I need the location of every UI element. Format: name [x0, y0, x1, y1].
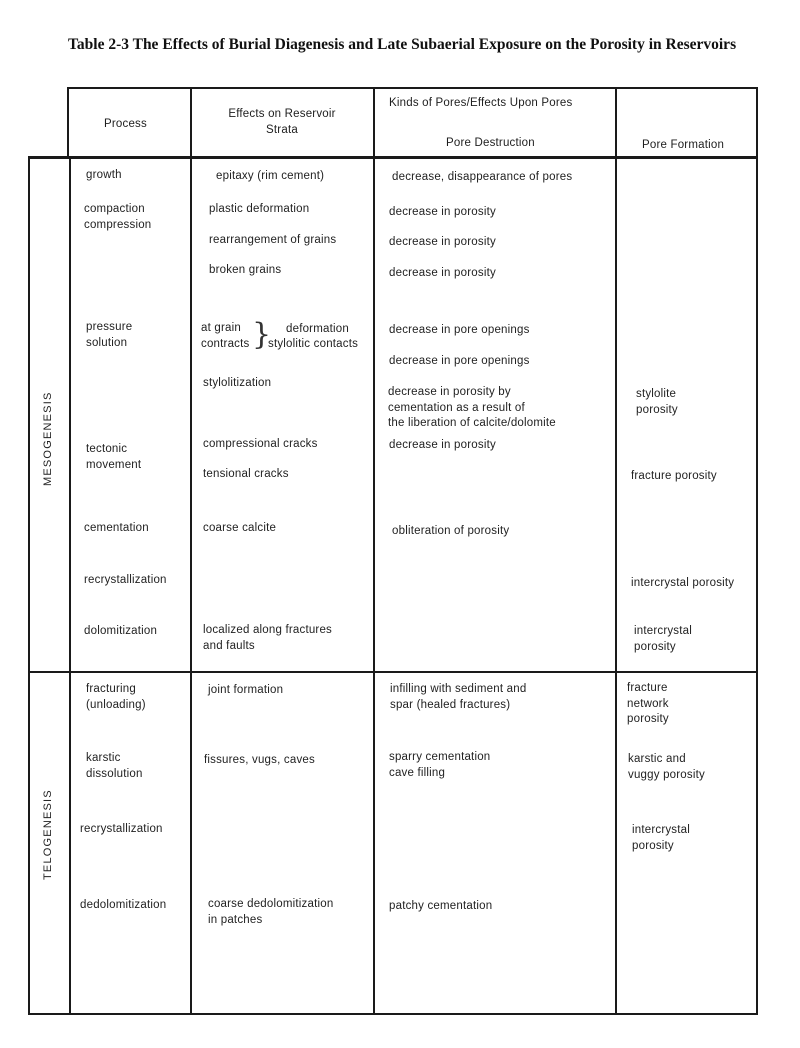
cell-destruction-stylolitization: decrease in porosity by cementation as a result of the liberation of calcite/dolomite	[388, 386, 556, 429]
cell-formation-tectonic-2: fracture porosity	[631, 470, 717, 482]
cell-effect-fracturing: joint formation	[208, 684, 284, 696]
stage-label-mesogenesis: MESOGENESIS	[42, 391, 54, 486]
header-formation: Pore Formation	[642, 139, 725, 151]
stage-label-telogenesis: TELOGENESIS	[42, 789, 54, 880]
cell-effect-pressure-right-2: stylolitic contacts	[268, 338, 359, 350]
header-underline	[28, 156, 758, 158]
cell-effect-pressure-left: at grain contracts	[201, 322, 250, 350]
cell-process-recrystallization-meso: recrystallization	[84, 574, 167, 586]
cell-process-dolomitization: dolomitization	[84, 625, 158, 637]
cell-process-compaction: compaction compression	[84, 203, 152, 231]
cell-process-cementation: cementation	[84, 522, 149, 534]
col-divider-effects	[373, 87, 375, 1015]
cell-effect-karstic: fissures, vugs, caves	[204, 754, 315, 766]
cell-effect-growth: epitaxy (rim cement)	[216, 170, 325, 182]
cell-process-growth: growth	[86, 169, 122, 181]
header-destruction: Pore Destruction	[446, 137, 535, 149]
cell-formation-dolomitization: intercrystal porosity	[634, 625, 692, 653]
cell-process-dedolomitization: dedolomitization	[80, 899, 167, 911]
cell-destruction-cementation: obliteration of porosity	[392, 525, 510, 537]
cell-formation-recrystallization-telo: intercrystal porosity	[632, 824, 690, 852]
cell-effect-dolomitization: localized along fractures and faults	[203, 624, 333, 652]
col-divider-process	[190, 87, 192, 1015]
header-process: Process	[104, 118, 147, 130]
cell-formation-stylolite: stylolite porosity	[636, 388, 678, 416]
cell-destruction-fracturing: infilling with sediment and spar (healed fractures)	[390, 683, 527, 711]
cell-effect-stylolitization: stylolitization	[203, 377, 272, 389]
cell-destruction-pressure-2: decrease in pore openings	[389, 355, 530, 367]
cell-effect-compaction-2: rearrangement of grains	[209, 234, 337, 246]
header-kinds: Kinds of Pores/Effects Upon Pores	[389, 97, 573, 109]
cell-process-tectonic: tectonic movement	[86, 443, 142, 471]
cell-process-karstic: karstic dissolution	[86, 752, 143, 780]
cell-destruction-growth: decrease, disappearance of pores	[392, 171, 573, 183]
cell-destruction-compaction-3: decrease in porosity	[389, 267, 496, 279]
cell-process-fracturing: fracturing (unloading)	[86, 683, 146, 711]
cell-effect-dedolomitization: coarse dedolomitization in patches	[208, 898, 334, 926]
header-effects: Effects on Reservoir Strata	[228, 108, 336, 136]
cell-destruction-karstic: sparry cementation cave filling	[389, 751, 491, 779]
cell-destruction-dedolomitization: patchy cementation	[389, 900, 493, 912]
cell-effect-compaction-1: plastic deformation	[209, 203, 310, 215]
cell-formation-fracturing: fracture network porosity	[627, 682, 669, 725]
cell-formation-karstic: karstic and vuggy porosity	[628, 753, 705, 781]
cell-effect-tectonic-2: tensional cracks	[203, 468, 289, 480]
col-divider-stage	[69, 157, 71, 1015]
brace-symbol: }	[252, 317, 272, 352]
table-title: Table 2-3 The Effects of Burial Diagenesis and Late Subaerial Exposure on the Porosity in Reservoirs	[68, 36, 737, 53]
cell-process-pressure-solution: pressure solution	[86, 321, 133, 349]
cell-effect-compaction-3: broken grains	[209, 264, 282, 276]
cell-effect-tectonic-1: compressional cracks	[203, 438, 318, 450]
cell-destruction-compaction-2: decrease in porosity	[389, 236, 496, 248]
stage-divider	[28, 671, 758, 673]
cell-effect-pressure-right-1: deformation	[286, 323, 349, 335]
cell-destruction-compaction-1: decrease in porosity	[389, 206, 496, 218]
cell-formation-recrystallization-meso: intercrystal porosity	[631, 577, 735, 589]
cell-process-recrystallization-telo: recrystallization	[80, 823, 163, 835]
cell-destruction-pressure-1: decrease in pore openings	[389, 324, 530, 336]
col-divider-destruction	[615, 87, 617, 1015]
cell-effect-cementation: coarse calcite	[203, 522, 277, 534]
cell-destruction-tectonic-1: decrease in porosity	[389, 439, 496, 451]
